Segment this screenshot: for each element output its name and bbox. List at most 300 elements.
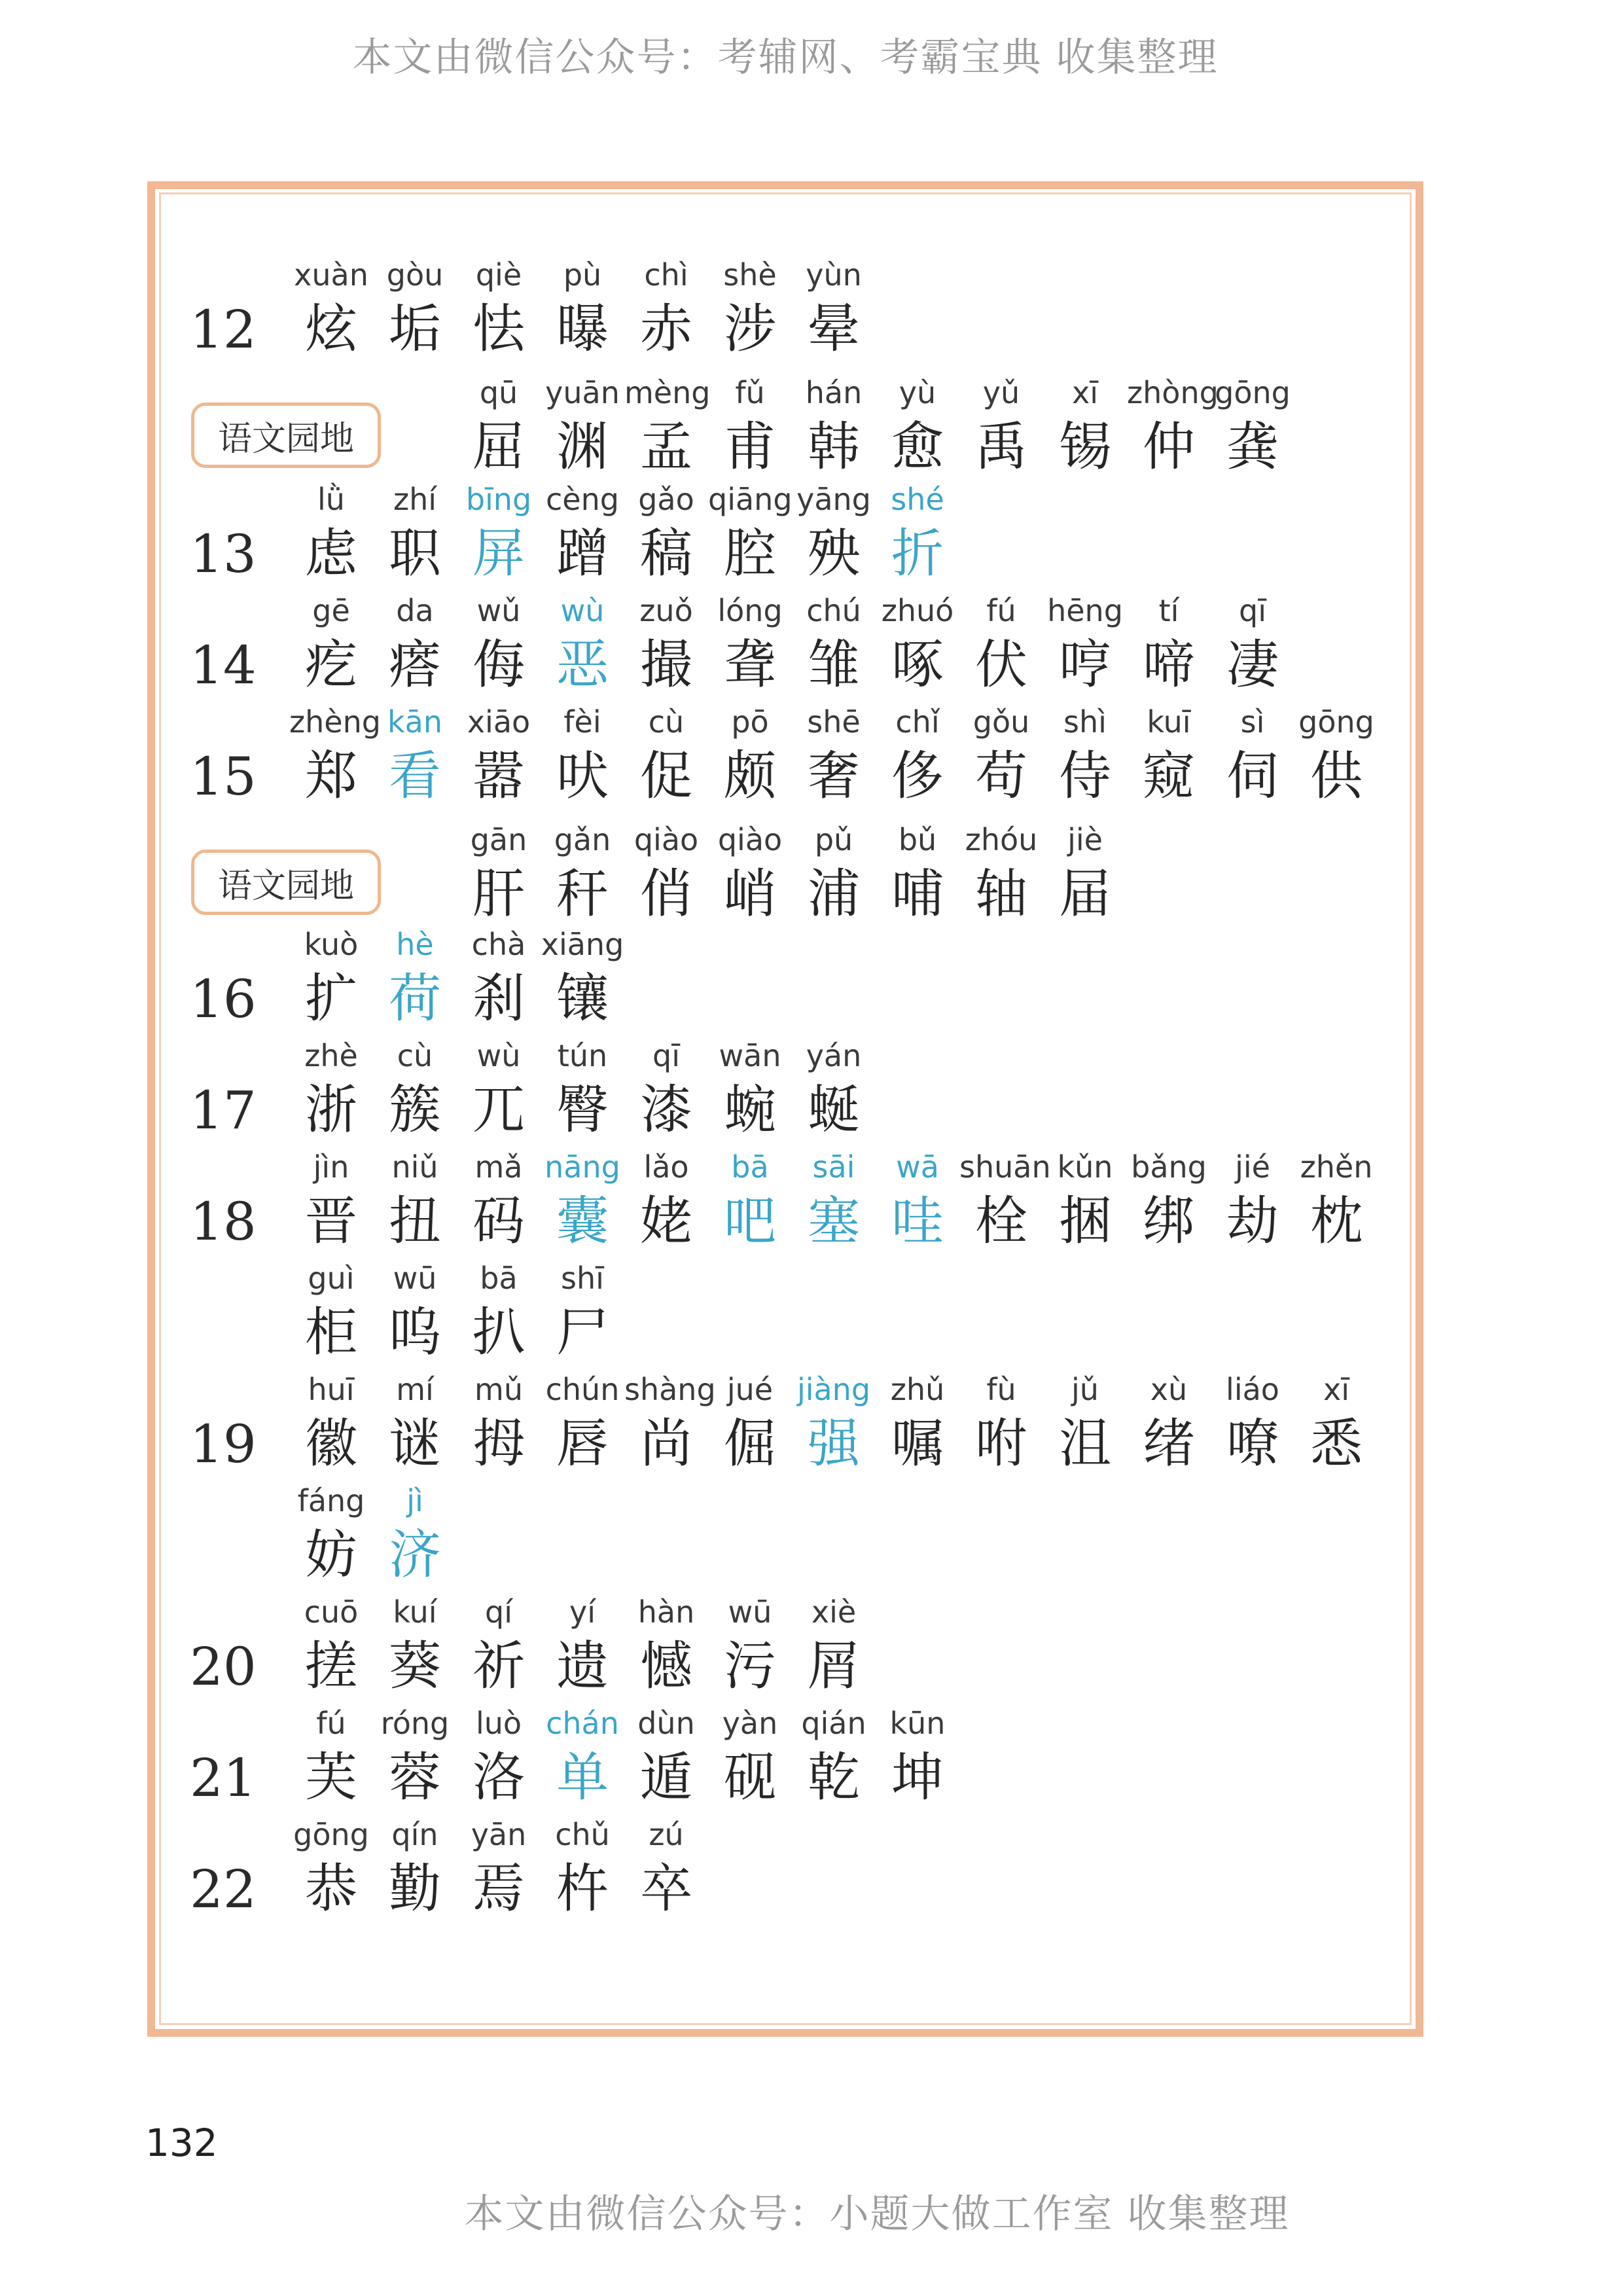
character-cell bbox=[373, 1700, 457, 1809]
pinyin-label: kān bbox=[387, 704, 442, 740]
character-cell bbox=[1043, 588, 1127, 696]
pinyin-label: qū bbox=[479, 375, 518, 410]
pinyin-label: liáo bbox=[1226, 1372, 1279, 1407]
hanzi-character: 祈 bbox=[473, 1636, 525, 1696]
pinyin-label: jiàng bbox=[796, 1372, 871, 1407]
character-cell bbox=[457, 370, 541, 478]
character-cell bbox=[792, 699, 876, 808]
hanzi-character: 杵 bbox=[556, 1858, 609, 1919]
pinyin-label: guì bbox=[308, 1261, 355, 1296]
hanzi-character: 孟 bbox=[640, 416, 692, 477]
hanzi-character: 污 bbox=[724, 1636, 776, 1696]
character-cell bbox=[1127, 1367, 1211, 1475]
lesson-row bbox=[0, 922, 1623, 1033]
hanzi-character: 砚 bbox=[724, 1747, 776, 1808]
page-number: 132 bbox=[145, 2121, 218, 2165]
hanzi-character: 浙 bbox=[305, 1079, 357, 1140]
pinyin-label: chì bbox=[644, 257, 688, 293]
character-cell bbox=[876, 699, 959, 808]
hanzi-character: 哺 bbox=[891, 863, 944, 924]
pinyin-label: bā bbox=[480, 1261, 518, 1296]
hanzi-character: 姥 bbox=[640, 1191, 692, 1251]
pinyin-label: qiào bbox=[717, 822, 783, 857]
character-cell bbox=[624, 817, 708, 925]
pinyin-label: chún bbox=[545, 1372, 620, 1407]
character-cell bbox=[624, 1812, 708, 1920]
pinyin-label: zhóu bbox=[965, 822, 1038, 857]
pinyin-label: zú bbox=[649, 1817, 684, 1852]
hanzi-character: 屑 bbox=[808, 1636, 860, 1696]
character-cell bbox=[541, 252, 624, 361]
pinyin-label: hè bbox=[396, 927, 434, 962]
character-cell bbox=[289, 1144, 373, 1253]
pinyin-label: pǔ bbox=[814, 822, 853, 857]
character-cell bbox=[708, 699, 792, 808]
hanzi-character: 镶 bbox=[556, 968, 609, 1029]
character-cell bbox=[1043, 370, 1127, 478]
hanzi-character: 洛 bbox=[473, 1747, 525, 1808]
pinyin-label: lóng bbox=[717, 593, 783, 628]
character-cell bbox=[289, 252, 373, 361]
hanzi-character: 促 bbox=[640, 745, 692, 806]
pinyin-label: qiè bbox=[475, 257, 522, 293]
hanzi-character: 稿 bbox=[640, 523, 692, 584]
hanzi-character: 哇 bbox=[891, 1191, 944, 1251]
pinyin-label: gǎn bbox=[554, 822, 611, 857]
hanzi-character: 嘱 bbox=[891, 1413, 944, 1474]
pinyin-label: pō bbox=[731, 704, 769, 740]
character-cell bbox=[541, 699, 624, 808]
pinyin-label: wā bbox=[896, 1149, 939, 1185]
hanzi-character: 禹 bbox=[975, 416, 1027, 477]
hanzi-character: 撮 bbox=[640, 634, 692, 695]
pinyin-label: zhěn bbox=[1300, 1149, 1373, 1185]
character-cell bbox=[457, 1700, 541, 1809]
character-cell bbox=[541, 1144, 624, 1253]
character-cell bbox=[708, 588, 792, 696]
hanzi-character: 码 bbox=[473, 1191, 525, 1251]
pinyin-label: cù bbox=[397, 1038, 433, 1073]
pinyin-label: pù bbox=[563, 257, 602, 293]
hanzi-character: 伺 bbox=[1226, 745, 1279, 806]
character-cell bbox=[289, 922, 373, 1030]
pinyin-label: yāng bbox=[796, 482, 871, 517]
hanzi-character: 兀 bbox=[473, 1079, 525, 1140]
lesson-number: 14 bbox=[190, 635, 257, 696]
pinyin-label: gōng bbox=[293, 1817, 369, 1852]
character-cell bbox=[457, 1812, 541, 1920]
pinyin-label: shè bbox=[723, 257, 777, 293]
pinyin-label: yù bbox=[899, 375, 936, 410]
pinyin-label: tún bbox=[557, 1038, 608, 1073]
lesson-row bbox=[0, 1033, 1623, 1144]
pinyin-label: xiāng bbox=[541, 927, 624, 962]
hanzi-character: 谜 bbox=[389, 1413, 441, 1474]
hanzi-character: 拇 bbox=[473, 1413, 525, 1474]
hanzi-character: 漆 bbox=[640, 1079, 692, 1140]
pinyin-label: hàn bbox=[637, 1594, 695, 1630]
character-cell bbox=[792, 817, 876, 925]
pinyin-label: kuí bbox=[393, 1594, 437, 1630]
character-cell bbox=[457, 1144, 541, 1253]
character-cell bbox=[289, 1033, 373, 1141]
pinyin-label: wù bbox=[560, 593, 605, 628]
pinyin-label: gōng bbox=[1298, 704, 1374, 740]
pinyin-label: sāi bbox=[812, 1149, 855, 1185]
hanzi-character: 侈 bbox=[891, 745, 944, 806]
pinyin-label: hán bbox=[805, 375, 863, 410]
hanzi-character: 吧 bbox=[724, 1191, 776, 1251]
hanzi-character: 龚 bbox=[1226, 416, 1279, 477]
pinyin-label: yān bbox=[471, 1817, 527, 1852]
character-cell bbox=[457, 1367, 541, 1475]
hanzi-character: 尚 bbox=[640, 1413, 692, 1474]
hanzi-character: 劫 bbox=[1226, 1191, 1279, 1251]
hanzi-character: 搓 bbox=[305, 1636, 357, 1696]
hanzi-character: 簇 bbox=[389, 1079, 441, 1140]
pinyin-label: jǔ bbox=[1071, 1372, 1099, 1407]
lesson-number: 16 bbox=[190, 969, 257, 1030]
lesson-row bbox=[0, 476, 1623, 588]
pinyin-label: da bbox=[396, 593, 434, 628]
lesson-row bbox=[0, 1255, 1623, 1367]
hanzi-character: 屏 bbox=[473, 523, 525, 584]
character-cell bbox=[457, 1255, 541, 1364]
character-cell bbox=[959, 370, 1043, 478]
character-cell bbox=[1127, 588, 1211, 696]
footer-watermark-note: 本文由微信公众号：小题大做工作室 收集整理 bbox=[464, 2191, 1290, 2237]
character-cell bbox=[541, 1255, 624, 1364]
hanzi-character: 仲 bbox=[1143, 416, 1195, 477]
hanzi-character: 强 bbox=[808, 1413, 860, 1474]
hanzi-character: 哼 bbox=[1059, 634, 1111, 695]
pinyin-label: lǜ bbox=[317, 482, 345, 517]
character-cell bbox=[541, 476, 624, 585]
lesson-row bbox=[0, 588, 1623, 699]
pinyin-label: xiāo bbox=[467, 704, 531, 740]
hanzi-character: 浦 bbox=[808, 863, 860, 924]
character-cell bbox=[373, 1478, 457, 1587]
hanzi-character: 锡 bbox=[1059, 416, 1111, 477]
pinyin-label: shī bbox=[561, 1261, 604, 1296]
hanzi-character: 济 bbox=[389, 1524, 441, 1585]
character-cell bbox=[289, 588, 373, 696]
lesson-row bbox=[0, 1367, 1623, 1478]
hanzi-character: 憾 bbox=[640, 1636, 692, 1696]
pinyin-label: xī bbox=[1323, 1372, 1349, 1407]
pinyin-label: xiè bbox=[811, 1594, 857, 1630]
pinyin-label: gōng bbox=[1215, 375, 1291, 410]
character-cell bbox=[708, 370, 792, 478]
hanzi-character: 葵 bbox=[389, 1636, 441, 1696]
hanzi-character: 凄 bbox=[1226, 634, 1279, 695]
character-cell bbox=[373, 1255, 457, 1364]
character-cell bbox=[708, 1700, 792, 1809]
pinyin-label: huī bbox=[308, 1372, 355, 1407]
character-cell bbox=[289, 1589, 373, 1698]
pinyin-label: hēng bbox=[1047, 593, 1123, 628]
character-cell bbox=[373, 476, 457, 585]
character-cell bbox=[1294, 699, 1378, 808]
pinyin-label: bǔ bbox=[898, 822, 937, 857]
hanzi-character: 尸 bbox=[556, 1302, 609, 1363]
pinyin-label: mǎ bbox=[474, 1149, 523, 1185]
hanzi-character: 嚣 bbox=[473, 745, 525, 806]
character-cell bbox=[457, 476, 541, 585]
hanzi-character: 屈 bbox=[473, 416, 525, 477]
character-cell bbox=[373, 1367, 457, 1475]
pinyin-label: yuān bbox=[545, 375, 620, 410]
pinyin-label: cèng bbox=[546, 482, 619, 517]
lesson-row bbox=[0, 1589, 1623, 1700]
hanzi-character: 柜 bbox=[305, 1302, 357, 1363]
character-cell bbox=[373, 699, 457, 808]
character-cell bbox=[457, 922, 541, 1030]
pinyin-label: fǔ bbox=[735, 375, 765, 410]
character-cell bbox=[876, 370, 959, 478]
yuwen-yuandi-tag: 语文园地 bbox=[191, 403, 381, 468]
lesson-row bbox=[0, 817, 1623, 928]
hanzi-character: 荷 bbox=[389, 968, 441, 1029]
pinyin-label: qián bbox=[801, 1706, 866, 1741]
hanzi-character: 韩 bbox=[808, 416, 860, 477]
lesson-number: 18 bbox=[190, 1191, 257, 1252]
character-cell bbox=[624, 1367, 716, 1475]
character-cell bbox=[457, 588, 541, 696]
character-cell bbox=[1043, 1144, 1127, 1253]
lesson-number: 20 bbox=[190, 1636, 257, 1697]
lesson-row bbox=[0, 370, 1623, 481]
character-cell bbox=[624, 252, 708, 361]
hanzi-character: 恶 bbox=[556, 634, 609, 695]
character-cell bbox=[876, 1144, 959, 1253]
pinyin-label: yán bbox=[806, 1038, 862, 1073]
pinyin-label: fù bbox=[986, 1372, 1016, 1407]
hanzi-character: 看 bbox=[389, 745, 441, 806]
pinyin-label: zhǔ bbox=[890, 1372, 945, 1407]
hanzi-character: 捆 bbox=[1059, 1191, 1111, 1251]
pinyin-label: qiào bbox=[633, 822, 699, 857]
lesson-number: 12 bbox=[190, 299, 257, 360]
pinyin-label: wǔ bbox=[476, 593, 521, 628]
character-cell bbox=[541, 1589, 624, 1698]
hanzi-character: 焉 bbox=[473, 1858, 525, 1919]
character-cell bbox=[792, 1144, 876, 1253]
hanzi-character: 雏 bbox=[808, 634, 860, 695]
lesson-number: 22 bbox=[190, 1859, 257, 1920]
character-cell bbox=[289, 1812, 373, 1920]
hanzi-character: 晕 bbox=[808, 298, 860, 359]
hanzi-character: 腔 bbox=[724, 523, 776, 584]
character-cell bbox=[959, 1367, 1043, 1475]
character-cell bbox=[1211, 370, 1294, 478]
hanzi-character: 侮 bbox=[473, 634, 525, 695]
character-cell bbox=[624, 476, 708, 585]
pinyin-label: yǔ bbox=[982, 375, 1020, 410]
pinyin-label: shé bbox=[891, 482, 944, 517]
hanzi-character: 轴 bbox=[975, 863, 1027, 924]
pinyin-label: gòu bbox=[386, 257, 444, 293]
hanzi-character: 晋 bbox=[305, 1191, 357, 1251]
hanzi-character: 蓉 bbox=[389, 1747, 441, 1808]
hanzi-character: 侍 bbox=[1059, 745, 1111, 806]
pinyin-label: qín bbox=[391, 1817, 438, 1852]
pinyin-label: shē bbox=[807, 704, 861, 740]
hanzi-character: 瘩 bbox=[389, 634, 441, 695]
hanzi-character: 折 bbox=[891, 523, 944, 584]
pinyin-label: mí bbox=[396, 1372, 434, 1407]
character-cell bbox=[541, 817, 624, 925]
hanzi-character: 蜒 bbox=[808, 1079, 860, 1140]
character-cell bbox=[1294, 1367, 1378, 1475]
hanzi-character: 刹 bbox=[473, 968, 525, 1029]
character-cell bbox=[373, 588, 457, 696]
hanzi-character: 蹭 bbox=[556, 523, 609, 584]
pinyin-label: sì bbox=[1240, 704, 1265, 740]
character-cell bbox=[624, 1144, 708, 1253]
pinyin-label: qī bbox=[652, 1038, 680, 1073]
character-cell bbox=[792, 1367, 876, 1475]
pinyin-label: luò bbox=[475, 1706, 522, 1741]
hanzi-character: 栓 bbox=[975, 1191, 1027, 1251]
lesson-row bbox=[0, 252, 1623, 363]
hanzi-character: 疙 bbox=[305, 634, 357, 695]
hanzi-character: 甫 bbox=[724, 416, 776, 477]
pinyin-label: zhèng bbox=[289, 704, 381, 740]
character-cell bbox=[373, 922, 457, 1030]
pinyin-label: gē bbox=[312, 593, 350, 628]
character-cell bbox=[792, 252, 876, 361]
hanzi-character: 供 bbox=[1310, 745, 1363, 806]
character-cell bbox=[373, 1033, 457, 1141]
character-cell bbox=[624, 370, 711, 478]
character-cell bbox=[876, 1700, 959, 1809]
hanzi-character: 沮 bbox=[1059, 1413, 1111, 1474]
pinyin-label: qiāng bbox=[708, 482, 793, 517]
hanzi-character: 赤 bbox=[640, 298, 692, 359]
character-cell bbox=[457, 699, 541, 808]
character-cell bbox=[708, 1367, 792, 1475]
hanzi-character: 蜿 bbox=[724, 1079, 776, 1140]
character-cell bbox=[792, 370, 876, 478]
character-cell bbox=[373, 1589, 457, 1698]
character-cell bbox=[373, 1812, 457, 1920]
hanzi-character: 扒 bbox=[473, 1302, 525, 1363]
hanzi-character: 卒 bbox=[640, 1858, 692, 1919]
character-cell bbox=[1043, 1367, 1127, 1475]
lesson-number: 17 bbox=[190, 1080, 257, 1141]
hanzi-character: 垢 bbox=[389, 298, 441, 359]
character-cell bbox=[289, 1367, 373, 1475]
character-cell bbox=[1127, 1144, 1211, 1253]
lesson-row bbox=[0, 1812, 1623, 1923]
character-cell bbox=[792, 1700, 876, 1809]
hanzi-character: 涉 bbox=[724, 298, 776, 359]
character-cell bbox=[289, 1478, 373, 1587]
pinyin-label: fèi bbox=[563, 704, 601, 740]
lesson-number: 13 bbox=[190, 524, 257, 584]
pinyin-label: dùn bbox=[637, 1706, 695, 1741]
pinyin-label: kuò bbox=[304, 927, 359, 962]
pinyin-label: jué bbox=[726, 1372, 774, 1407]
pinyin-label: chán bbox=[546, 1706, 619, 1741]
pinyin-label: zuǒ bbox=[639, 593, 693, 628]
pinyin-label: xuàn bbox=[294, 257, 368, 293]
hanzi-character: 职 bbox=[389, 523, 441, 584]
lesson-row bbox=[0, 699, 1623, 810]
pinyin-label: gān bbox=[470, 822, 527, 857]
hanzi-character: 秆 bbox=[556, 863, 609, 924]
hanzi-character: 奢 bbox=[808, 745, 860, 806]
hanzi-character: 芙 bbox=[305, 1747, 357, 1808]
hanzi-character: 吠 bbox=[556, 745, 609, 806]
pinyin-label: kūn bbox=[889, 1706, 946, 1741]
character-cell bbox=[624, 588, 708, 696]
hanzi-character: 伏 bbox=[975, 634, 1027, 695]
character-cell bbox=[541, 588, 624, 696]
pinyin-label: fáng bbox=[297, 1483, 365, 1518]
character-cell bbox=[708, 1589, 792, 1698]
character-cell bbox=[541, 1812, 624, 1920]
character-cell bbox=[876, 476, 959, 585]
character-cell bbox=[959, 1144, 1051, 1253]
character-cell bbox=[708, 1033, 792, 1141]
character-cell bbox=[541, 1367, 624, 1475]
character-cell bbox=[624, 1589, 708, 1698]
pinyin-label: yàn bbox=[722, 1706, 778, 1741]
hanzi-character: 啄 bbox=[891, 634, 944, 695]
hanzi-character: 肝 bbox=[473, 863, 525, 924]
character-cell bbox=[876, 817, 959, 925]
character-cell bbox=[541, 922, 624, 1030]
character-cell bbox=[792, 476, 876, 585]
pinyin-label: chǐ bbox=[895, 704, 940, 740]
character-cell bbox=[1211, 699, 1294, 808]
hanzi-character: 绪 bbox=[1143, 1413, 1195, 1474]
pinyin-label: cù bbox=[648, 704, 685, 740]
pinyin-label: yí bbox=[569, 1594, 596, 1630]
hanzi-character: 绑 bbox=[1143, 1191, 1195, 1251]
character-cell bbox=[541, 1033, 624, 1141]
hanzi-character: 单 bbox=[556, 1747, 609, 1808]
pinyin-label: fú bbox=[986, 593, 1016, 628]
character-cell bbox=[959, 817, 1043, 925]
hanzi-character: 聋 bbox=[724, 634, 776, 695]
pinyin-label: bīng bbox=[465, 482, 532, 517]
character-cell bbox=[1211, 588, 1294, 696]
pinyin-label: qī bbox=[1239, 593, 1266, 628]
character-cell bbox=[792, 1033, 876, 1141]
pinyin-label: niǔ bbox=[391, 1149, 438, 1185]
hanzi-character: 咐 bbox=[975, 1413, 1027, 1474]
pinyin-label: cuō bbox=[304, 1594, 359, 1630]
character-cell bbox=[457, 252, 541, 361]
character-cell bbox=[708, 252, 792, 361]
hanzi-character: 苟 bbox=[975, 745, 1027, 806]
lesson-row bbox=[0, 1144, 1623, 1255]
character-cell bbox=[541, 370, 624, 478]
hanzi-character: 悉 bbox=[1310, 1413, 1363, 1474]
hanzi-character: 怯 bbox=[473, 298, 525, 359]
hanzi-character: 塞 bbox=[808, 1191, 860, 1251]
pinyin-label: yùn bbox=[806, 257, 862, 293]
pinyin-label: xī bbox=[1071, 375, 1098, 410]
hanzi-character: 啼 bbox=[1143, 634, 1195, 695]
character-cell bbox=[457, 1033, 541, 1141]
hanzi-character: 俏 bbox=[640, 863, 692, 924]
pinyin-label: wù bbox=[476, 1038, 521, 1073]
hanzi-character: 遁 bbox=[640, 1747, 692, 1808]
